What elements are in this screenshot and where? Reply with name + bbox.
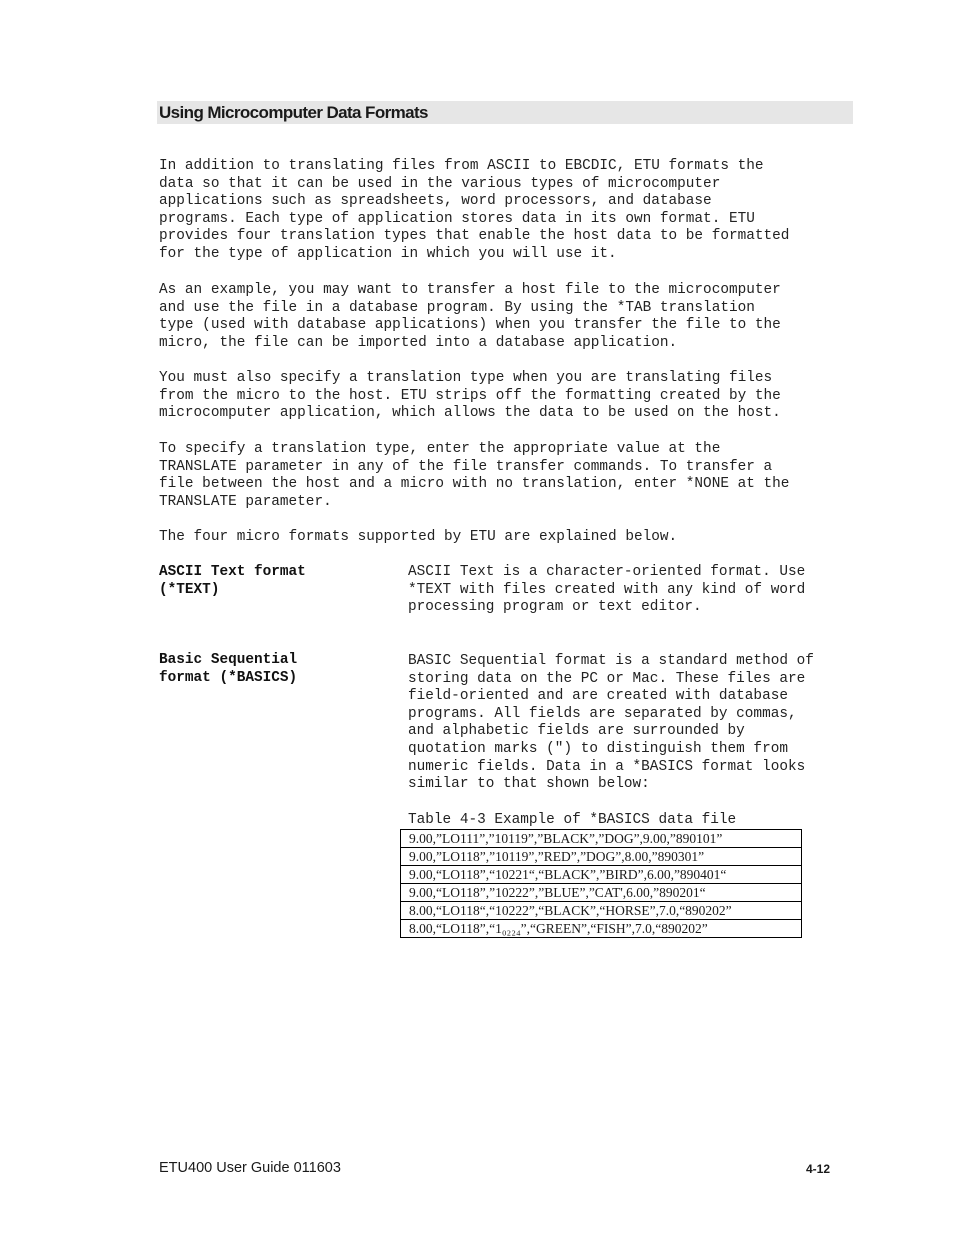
table-cell: 9.00,“LO118”,”10222”,”BLUE”,”CAT',6.00,”890201“ (401, 884, 802, 902)
format-term-text: ASCII Text format (*TEXT) (159, 564, 306, 598)
table-cell: 9.00,”LO111”,”10119”,”BLACK”,”DOG”,9.00,”890101” (401, 830, 802, 848)
intro-paragraph: In addition to translating files from ASCII to EBCDIC, ETU formats the data so that it can be used in the various types of microcomputer applications such as spreadsheets, word processors, and database programs. Each type of application stores data in its own format. ETU provides four translation types that enable the host data to be formatted for the type of application in which you will use it. (159, 158, 790, 262)
section-heading: Using Microcomputer Data Formats (157, 101, 853, 124)
table-row (401, 884, 802, 902)
table-cell: 9.00,”LO118”,”10119”,”RED”,”DOG”,8.00,”890301” (401, 848, 802, 866)
format-term-basics: Basic Sequential format (*BASICS) (159, 652, 298, 686)
table-row (401, 848, 802, 866)
example-paragraph: As an example, you may want to transfer a host file to the microcomputer and use the file in a database program. By using the *TAB translation type (used with database applications) when you transfer the file to the micro, the file can be imported into a database application. (159, 282, 781, 351)
micro-to-host-paragraph: You must also specify a translation type when you are translating files from the micro to the host. ETU strips off the formatting created by the microcomputer application, which allows the data to be used on the host. (159, 370, 781, 422)
table-row (401, 920, 802, 938)
format-description-basics: BASIC Sequential format is a standard method of storing data on the PC or Mac. These files are field-oriented and are created with database programs. All fields are separated by commas, and alphabetic fields are surrounded by quotation marks (") to distinguish them from numeric fields. Data in a *BASICS format looks similar to that shown below: (408, 653, 814, 793)
table-row (401, 902, 802, 920)
table-cell: 8.00,“LO118“,“10222”,“BLACK”,“HORSE”,7.0,“890202” (401, 902, 802, 920)
table-cell: 8.00,“LO118”,“1₀₂₂₄”,“GREEN”,“FISH”,7.0,“890202” (401, 920, 802, 938)
table-row (401, 830, 802, 848)
formats-intro-paragraph: The four micro formats supported by ETU are explained below. (159, 529, 678, 545)
basics-example-table (400, 829, 802, 938)
format-description-text: ASCII Text is a character-oriented format. Use *TEXT with files created with any kind of word processing program or text editor. (408, 564, 806, 616)
footer-document-title: ETU400 User Guide 011603 (159, 1160, 341, 1176)
table-caption: Table 4-3 Example of *BASICS data file (408, 812, 737, 828)
table-row (401, 866, 802, 884)
footer-page-number: 4-12 (806, 1162, 831, 1176)
translate-parameter-paragraph: To specify a translation type, enter the appropriate value at the TRANSLATE parameter in any of the file transfer commands. To transfer a file between the host and a micro with no translation, enter *NONE at the TRANSLATE parameter. (159, 441, 790, 510)
table-cell: 9.00,“LO118”,“10221“,“BLACK”,”BIRD”,6.00,”890401“ (401, 866, 802, 884)
